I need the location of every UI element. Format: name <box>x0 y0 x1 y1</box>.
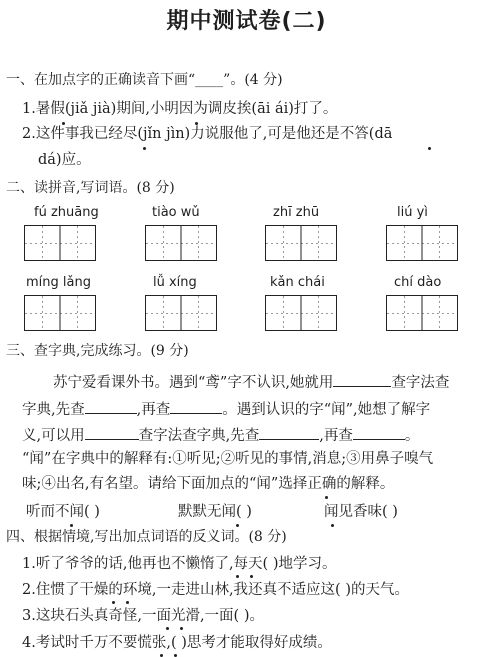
fill-blank[interactable] <box>353 423 405 440</box>
fill-blank[interactable] <box>259 423 319 440</box>
q4-item-4: 4.考试时千万不要慌张,( )思考才能取得好成绩。 <box>22 635 332 651</box>
pinyin-8: chí dào <box>394 275 442 290</box>
q1-item-2-cont: dá)应。 <box>38 152 91 168</box>
pinyin-4: liú yì <box>397 205 428 220</box>
answer-grid[interactable] <box>386 225 458 261</box>
emphasis-dot <box>250 575 253 578</box>
section-1-heading: 一、在加点字的正确读音下画“____”。(4 分) <box>6 72 283 88</box>
section-3-heading: 三、查字典,完成练习。(9 分) <box>6 343 189 359</box>
pinyin-7: kǎn chái <box>270 275 325 290</box>
q3-line3-text2: 查字法查字典,先查 <box>138 428 260 444</box>
q4-item-2: 2.住惯了干燥的环境,一走进山林,我还真不适应这( )的天气。 <box>22 582 409 598</box>
fill-blank[interactable] <box>170 397 222 414</box>
q3-line2-text3: 。遇到认识的字“闻”,她想了解字 <box>222 402 431 418</box>
fill-blank[interactable] <box>85 423 139 440</box>
q3-line1-text2: 查字法查 <box>391 375 450 391</box>
pinyin-6: lǚ xíng <box>153 275 197 290</box>
page-title: 期中测试卷(二) <box>166 9 327 34</box>
q3-line5: 味;④出名,有名望。请给下面加点的“闻”选择正确的解释。 <box>22 476 395 492</box>
q3-line3-text3: ,再查 <box>319 428 353 444</box>
answer-grid[interactable] <box>24 295 96 331</box>
q4-item-1: 1.听了爷爷的话,他再也不懒惰了,每天( )地学习。 <box>22 556 337 572</box>
q4-item-3: 3.这块石头真奇怪,一面光滑,一面( )。 <box>22 608 264 624</box>
answer-grid[interactable] <box>386 295 458 331</box>
q1-item-2: 2.这件事我已经尽(jǐn jìn)力说服他了,可是他还是不答(dā <box>22 126 393 142</box>
emphasis-dot <box>195 122 198 125</box>
answer-grid[interactable] <box>265 295 337 331</box>
q3-item-1: 听而不闻( ) <box>26 504 100 520</box>
q3-item-3: 闻见香味( ) <box>324 504 398 520</box>
emphasis-dot <box>331 524 334 527</box>
section-4-heading: 四、根据情境,写出加点词语的反义词。(8 分) <box>6 529 287 545</box>
answer-grid[interactable] <box>145 295 217 331</box>
fill-blank[interactable] <box>333 370 391 387</box>
emphasis-dot <box>62 122 65 125</box>
q3-line3-text4: 。 <box>404 428 420 444</box>
q3-line1-text: 苏宁爱看课外书。遇到“鸢”字不认识,她就用 <box>53 375 334 391</box>
answer-grid[interactable] <box>145 225 217 261</box>
emphasis-dot <box>325 496 328 499</box>
emphasis-dot <box>112 601 115 604</box>
q3-line2-text: 字典,先查 <box>22 402 85 418</box>
q3-line3-text: 义,可以用 <box>22 428 85 444</box>
q3-item-2: 默默无闻( ) <box>178 504 252 520</box>
answer-grid[interactable] <box>24 225 96 261</box>
section-2-heading: 二、读拼音,写词语。(8 分) <box>6 180 175 196</box>
pinyin-2: tiào wǔ <box>152 205 200 220</box>
q3-line2-text2: ,再查 <box>136 402 171 418</box>
emphasis-dot <box>143 147 146 150</box>
q1-item-1: 1.暑假(jiǎ jià)期间,小明因为调皮挨(āi ái)打了。 <box>22 101 338 117</box>
answer-grid[interactable] <box>265 225 337 261</box>
emphasis-dot <box>428 147 431 150</box>
emphasis-dot <box>166 627 169 630</box>
emphasis-dot <box>126 601 129 604</box>
emphasis-dot <box>236 575 239 578</box>
fill-blank[interactable] <box>85 397 137 414</box>
pinyin-5: míng lǎng <box>26 275 91 290</box>
pinyin-3: zhī zhū <box>273 205 320 220</box>
pinyin-1: fú zhuāng <box>34 205 99 220</box>
emphasis-dot <box>180 627 183 630</box>
q3-line4: “闻”在字典中的解释有:①听见;②听见的事情,消息;③用鼻子嗅气 <box>22 451 434 467</box>
